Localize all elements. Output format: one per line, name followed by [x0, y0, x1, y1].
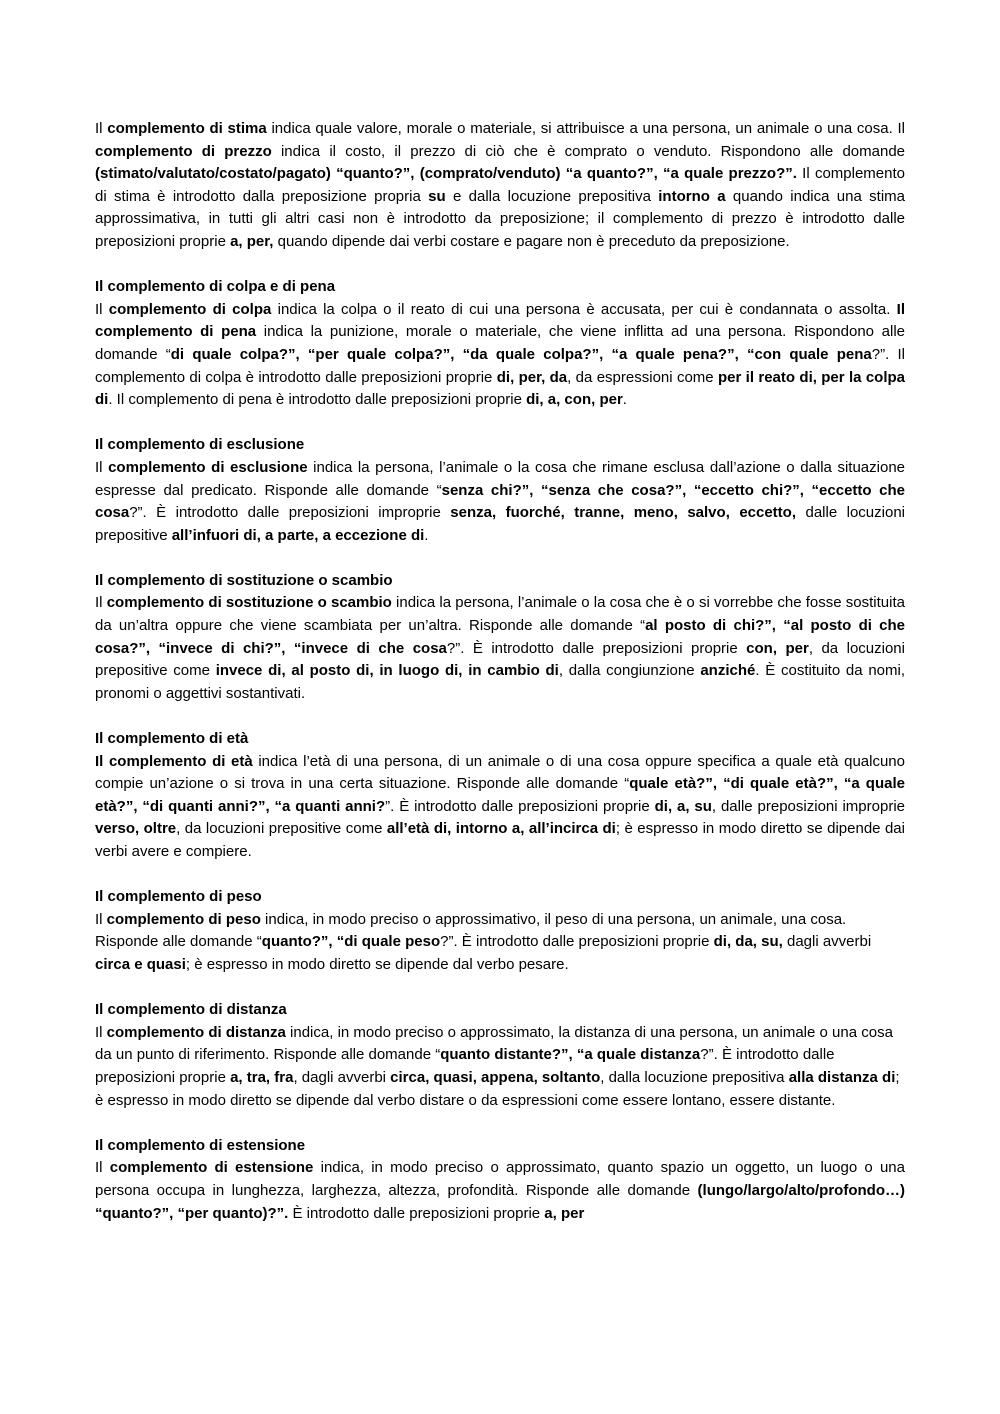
bold-text: complemento di esclusione: [108, 458, 308, 476]
bold-text: alla distanza di: [788, 1068, 896, 1086]
bold-text: di, da, su,: [713, 933, 783, 951]
bold-text: anziché: [700, 662, 756, 680]
text-run: ?”. È introdotto dalle preposizioni proprie: [440, 933, 714, 951]
bold-text: Il complemento di età: [95, 752, 253, 770]
bold-text: complemento di distanza: [106, 1023, 286, 1041]
bold-text: circa e quasi: [95, 955, 186, 973]
bold-text: (stimato/valutato/costato/pagato) “quanto?”, (comprato/venduto) “a quanto?”, “a quale prezzo?”.: [95, 165, 797, 183]
text-run: e dalla locuzione prepositiva: [445, 187, 659, 205]
bold-text: complemento di sostituzione o scambio: [106, 594, 392, 612]
text-run: , dagli avverbi: [293, 1068, 391, 1086]
section-heading: Il complemento di estensione: [95, 1136, 306, 1154]
document-section: [95, 434, 905, 547]
document-section: [95, 118, 905, 254]
bold-text: su: [428, 187, 446, 205]
text-run: , dalle preposizioni improprie: [711, 797, 905, 815]
text-run: dalle locuzioni prepositive: [95, 504, 905, 544]
bold-text: complemento di prezzo: [95, 142, 272, 160]
text-run: .: [622, 391, 627, 409]
bold-text: complemento di peso: [106, 910, 261, 928]
text-run: . È costituito da nomi, pronomi o aggettivi sostantivati.: [95, 662, 906, 702]
bold-text: di, a, su: [654, 797, 712, 815]
text-run: Il: [95, 1159, 110, 1177]
section-heading: Il complemento di peso: [95, 888, 262, 906]
bold-text: quanto?”, “di quale peso: [261, 933, 441, 951]
text-run: indica, in modo preciso o approssimato, quanto spazio un oggetto, un luogo o una persona occupa in lunghezza, larghezza, altezza, profondità. Risponde alle domande: [95, 1159, 905, 1199]
bold-text: di, a, con, per: [526, 391, 623, 409]
body-paragraph: [95, 751, 905, 864]
bold-text: di, per, da: [496, 368, 568, 386]
text-run: Il: [95, 594, 107, 612]
bold-text: intorno a: [658, 187, 726, 205]
document-section: [95, 1135, 905, 1225]
text-run: Il complemento di stima è introdotto dalla preposizione propria: [95, 165, 905, 205]
bold-text: quanto distante?”, “a quale distanza: [440, 1046, 701, 1064]
bold-text: all’infuori di, a parte, a eccezione di: [171, 526, 425, 544]
text-run: ?”. È introdotto dalle preposizioni proprie: [95, 1046, 835, 1086]
section-heading: Il complemento di esclusione: [95, 436, 305, 454]
text-run: , dalla congiunzione: [558, 662, 701, 680]
text-run: indica la punizione, morale o materiale, che viene inflitta ad una persona. Rispondono alle domande “: [95, 323, 905, 363]
text-run: , dalla locuzione prepositiva: [600, 1068, 789, 1086]
text-run: quando indica una stima approssimativa, in tutti gli altri casi non è introdotto da preposizione; il complemento di prezzo è introdotto dalle preposizioni proprie: [95, 187, 905, 250]
document-section: [95, 999, 905, 1112]
bold-text: con, per: [746, 639, 809, 657]
text-run: indica la colpa o il reato di cui una persona è accusata, per cui è condannata o assolta.: [271, 300, 897, 318]
text-run: quando dipende dai verbi costare e pagare non è preceduto da preposizione.: [273, 232, 790, 250]
bold-text: verso, oltre: [95, 820, 177, 838]
bold-text: (lungo/largo/alto/profondo…) “quanto?”, “per quanto)?”.: [95, 1181, 905, 1222]
document-section: [95, 570, 905, 706]
bold-text: a, per: [544, 1204, 585, 1222]
body-paragraph: [95, 1157, 905, 1225]
text-run: , da locuzioni prepositive come: [95, 639, 905, 680]
bold-text: a, per,: [230, 232, 274, 250]
bold-text: per il reato di, per la colpa di: [95, 368, 906, 409]
text-run: ?”. Il complemento di colpa è introdotto dalle preposizioni proprie: [95, 345, 905, 386]
bold-text: senza chi?”, “senza che cosa?”, “eccetto chi?”, “eccetto che cosa: [95, 481, 906, 522]
text-run: indica la persona, l’animale o la cosa che è o si vorrebbe che fosse sostituita da un’altra oppure che viene scambiata per un’altra. Risponde alle domande “: [95, 594, 905, 635]
document-section: [95, 728, 905, 864]
body-paragraph: [95, 909, 905, 977]
document-section: [95, 886, 905, 976]
bold-text: complemento di stima: [107, 120, 267, 137]
text-run: , da locuzioni prepositive come: [176, 820, 387, 838]
text-run: indica il costo, il prezzo di ciò che è comprato o venduto. Rispondono alle domande: [271, 142, 906, 160]
text-run: indica, in modo preciso o approssimato, la distanza di una persona, un animale o una cosa da un punto di riferimento. Risponde alle domande “: [95, 1023, 893, 1064]
text-run: Il: [95, 1023, 107, 1041]
text-run: , da espressioni come: [567, 368, 718, 386]
text-run: Il: [95, 910, 107, 928]
text-run: ; è espresso in modo diretto se dipende dal verbo distare o da espressioni come essere lontano, essere distante.: [95, 1068, 900, 1109]
bold-text: di quale colpa?”, “per quale colpa?”, “da quale colpa?”, “a quale pena?”, “con quale pena: [170, 345, 872, 363]
body-paragraph: [95, 299, 905, 412]
body-paragraph: [95, 592, 905, 705]
text-run: ; è espresso in modo diretto se dipende dal verbo pesare.: [185, 955, 569, 973]
text-run: indica la persona, l’animale o la cosa che rimane esclusa dall’azione o dalla situazione espresse dal predicato. Risponde alle domande “: [95, 458, 906, 499]
text-run: indica, in modo preciso o approssimativo, il peso di una persona, un animale, una cosa. Risponde alle domande “: [95, 910, 847, 951]
document-section: [95, 276, 905, 412]
text-run: ?”. È introdotto dalle preposizioni improprie: [129, 504, 451, 522]
section-heading: Il complemento di sostituzione o scambio: [95, 571, 393, 589]
text-run: Il: [95, 458, 109, 476]
text-run: indica l’età di una persona, di un animale o di una cosa oppure specifica a quale età qualcuno compie un’azione o si trova in una certa situazione. Risponde alle domande “: [95, 752, 905, 793]
text-run: ; è espresso in modo diretto se dipende dai verbi avere e compiere.: [95, 820, 905, 860]
body-paragraph: [95, 457, 905, 547]
text-run: . Il complemento di pena è introdotto dalle preposizioni proprie: [108, 391, 527, 409]
bold-text: complemento di estensione: [109, 1159, 314, 1177]
text-run: ”. È introdotto dalle preposizioni proprie: [385, 797, 655, 815]
bold-text: senza, fuorché, tranne, meno, salvo, eccetto,: [450, 504, 797, 522]
bold-text: complemento di colpa: [108, 300, 272, 318]
text-run: È introdotto dalle preposizioni proprie: [288, 1204, 545, 1222]
section-heading: Il complemento di distanza: [95, 1001, 287, 1019]
bold-text: Il complemento di pena: [95, 300, 906, 341]
text-run: indica quale valore, morale o materiale, si attribuisce a una persona, un animale o una cosa. Il: [266, 120, 905, 137]
bold-text: al posto di chi?”, “al posto di che cosa?”, “invece di chi?”, “invece di che cosa: [95, 617, 905, 657]
bold-text: a, tra, fra: [230, 1068, 294, 1086]
text-run: ?”. È introdotto dalle preposizioni proprie: [446, 639, 747, 657]
bold-text: circa, quasi, appena, soltanto: [390, 1068, 601, 1086]
section-heading: Il complemento di età: [95, 730, 249, 748]
bold-text: quale età?”, “di quale età?”, “a quale età?”, “di quanti anni?”, “a quanti anni?: [95, 775, 905, 815]
section-heading: Il complemento di colpa e di pena: [95, 278, 336, 296]
text-run: .: [424, 526, 429, 544]
text-run: Il: [95, 300, 109, 318]
bold-text: invece di, al posto di, in luogo di, in cambio di: [215, 662, 559, 680]
text-run: Il: [95, 120, 108, 137]
bold-text: all’età di, intorno a, all’incirca di: [386, 820, 616, 838]
body-paragraph: [95, 1022, 905, 1112]
text-run: dagli avverbi: [782, 933, 872, 951]
body-paragraph: [95, 118, 905, 254]
